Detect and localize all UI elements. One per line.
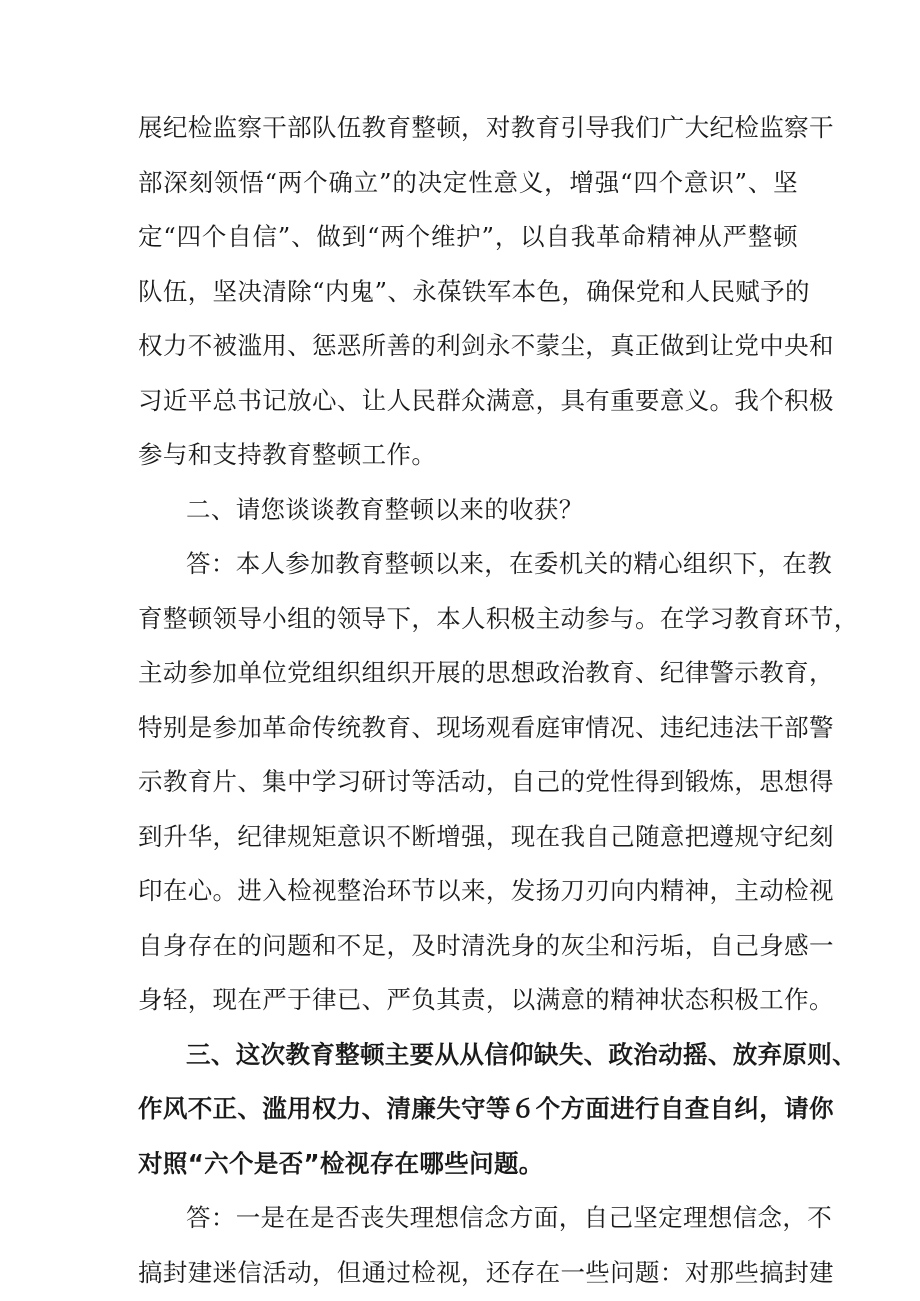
answer-line: 示教育片、集中学习研讨等活动，自己的党性得到锻炼，思想得: [138, 767, 834, 796]
paragraph-line: 展纪检监察干部队伍教育整顿，对教育引导我们广大纪检监察干: [138, 113, 834, 142]
answer-line: 身轻，现在严于律已、严负其责，以满意的精神状态积极工作。: [138, 985, 834, 1014]
answer-line: 主动参加单位党组织组织开展的思想政治教育、纪律警示教育，: [138, 658, 834, 687]
answer-line: 答：本人参加教育整顿以来，在委机关的精心组织下，在教: [186, 549, 833, 578]
paragraph-line: 定“四个自信”、做到“两个维护”，以自我革命精神从严整顿: [138, 222, 798, 251]
paragraph-line: 队伍，坚决清除“内鬼”、永葆铁军本色，确保党和人民赋予的: [138, 277, 810, 306]
section-heading-bold: 作风不正、滥用权力、清廉失守等６个方面进行自查自纠，请你: [138, 1094, 834, 1123]
answer-line: 印在心。进入检视整治环节以来，发扬刀刃向内精神，主动检视: [138, 876, 834, 905]
answer-line: 答：一是在是否丧失理想信念方面，自己坚定理想信念，不: [186, 1203, 833, 1232]
paragraph-line: 权力不被滥用、惩恶所善的利剑永不蒙尘，真正做到让党中央和: [138, 331, 834, 360]
answer-line: 搞封建迷信活动，但通过检视，还存在一些问题：对那些搞封建: [138, 1258, 834, 1287]
answer-line: 特别是参加革命传统教育、现场观看庭审情况、违纪违法干部警: [138, 713, 834, 742]
paragraph-line: 参与和支持教育整顿工作。: [138, 440, 437, 469]
paragraph-line: 部深刻领悟“两个确立”的决定性意义，增强“四个意识”、坚: [138, 168, 798, 197]
section-heading-bold: 三、这次教育整顿主要从从信仰缺失、政治动摇、放弃原则、: [186, 1040, 857, 1069]
answer-line: 自身存在的问题和不足，及时清洗身的灰尘和污垢，自己身感一: [138, 931, 834, 960]
section-heading-bold: 对照“六个是否”检视存在哪些问题。: [138, 1149, 544, 1178]
answer-line: 育整顿领导小组的领导下，本人积极主动参与。在学习教育环节，: [138, 604, 859, 633]
paragraph-line: 习近平总书记放心、让人民群众满意，具有重要意义。我个积极: [138, 386, 834, 415]
section-heading: 二、请您谈谈教育整顿以来的收获？: [186, 495, 584, 524]
answer-line: 到升华，纪律规矩意识不断增强，现在我自己随意把遵规守纪刻: [138, 822, 834, 851]
